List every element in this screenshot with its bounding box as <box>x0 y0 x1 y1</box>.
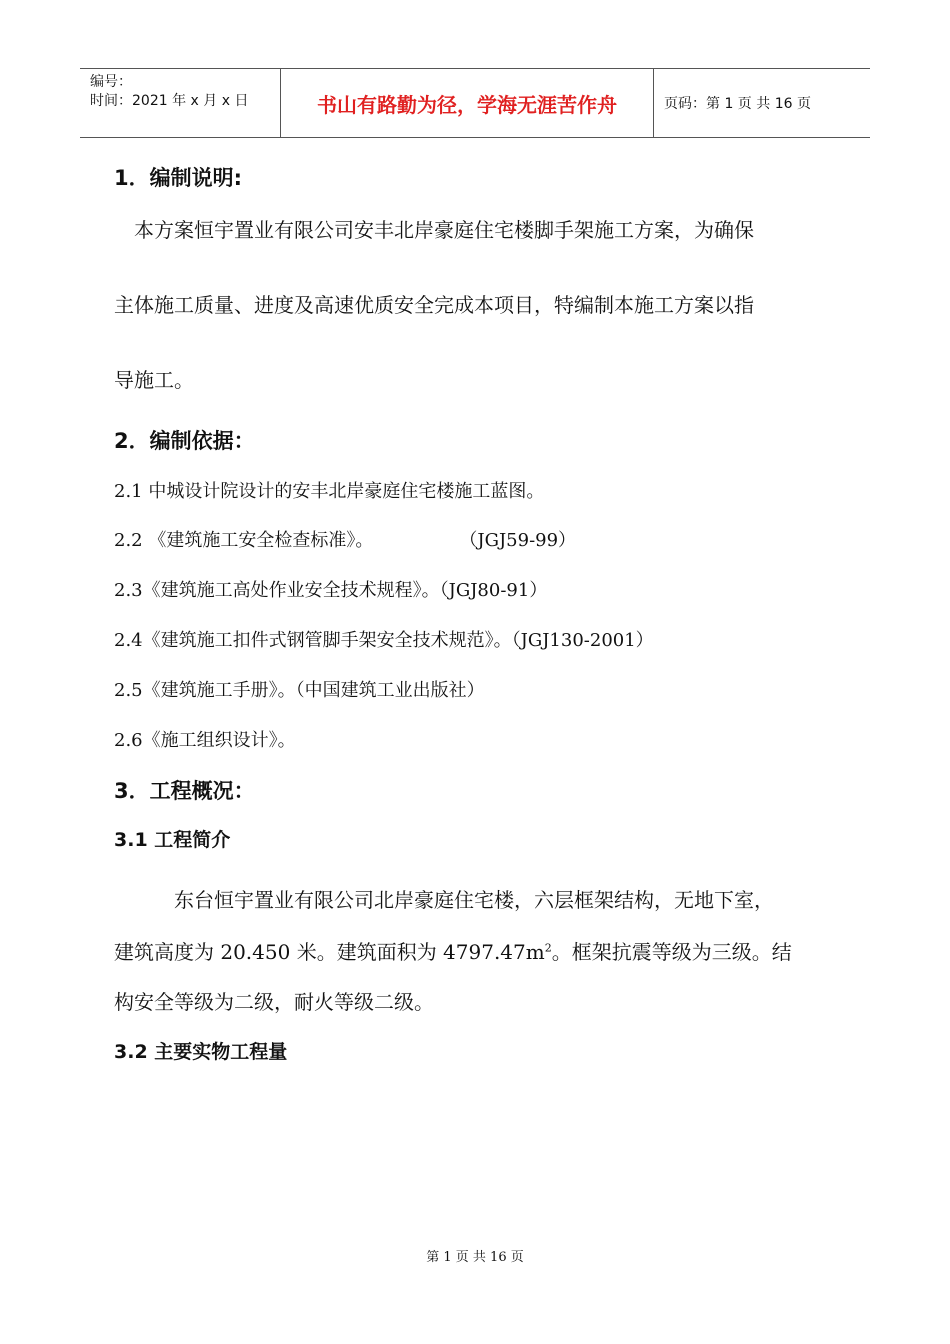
ref-item-2-5: 2.5《建筑施工手册》。（中国建筑工业出版社） <box>114 680 485 701</box>
section-2-title: 2．编制依据： <box>114 429 255 453</box>
s1-line-3: 导施工。 <box>114 368 194 392</box>
header-table <box>80 68 870 138</box>
ref-item-2-2-title: 2.2 《建筑施工安全检查标准》。 <box>114 530 374 551</box>
s1-line-2: 主体施工质量、进度及高速优质安全完成本项目，特编制本施工方案以指 <box>114 293 754 317</box>
s31-line-2-rest: 。框架抗震等级为三级。结 <box>551 940 792 964</box>
ref-item-2-6: 2.6《施工组织设计》。 <box>114 730 296 751</box>
s31-line-3: 构安全等级为二级，耐火等级二级。 <box>114 990 434 1014</box>
header-page-info: 页码：第 1 页 共 16 页 <box>664 96 811 112</box>
section-1-title: 1．编制说明: <box>114 166 243 190</box>
section-3-2-title: 3.2 主要实物工程量 <box>114 1041 288 1063</box>
section-3-1-title: 3.1 工程简介 <box>114 829 231 851</box>
doc-time-label: 时间：2021 年 x 月 x 日 <box>90 93 249 109</box>
ref-item-2-4: 2.4《建筑施工扣件式钢管脚手架安全技术规范》。（JGJ130-2001） <box>114 630 654 651</box>
page-footer: 第 1 页 共 16 页 <box>426 1250 524 1265</box>
header-meta <box>80 69 281 137</box>
header-motto: 书山有路勤为径，学海无涯苦作舟 <box>281 69 654 137</box>
s31-line-2 <box>114 936 792 965</box>
s1-line-1: 本方案恒宇置业有限公司安丰北岸豪庭住宅楼脚手架施工方案，为确保 <box>134 218 754 242</box>
ref-item-2-3: 2.3《建筑施工高处作业安全技术规程》。（JGJ80-91） <box>114 580 548 601</box>
doc-number-label: 编号： <box>90 74 132 90</box>
s31-line-1: 东台恒宇置业有限公司北岸豪庭住宅楼，六层框架结构，无地下室， <box>174 888 774 912</box>
ref-item-2-2 <box>114 526 576 552</box>
section-3-title: 3．工程概况： <box>114 779 255 803</box>
area-unit-superscript: 2 <box>544 941 552 955</box>
s31-line-2-text: 建筑高度为 20.450 米。建筑面积为 4797.47m <box>114 940 545 964</box>
ref-item-2-2-code: （JGJ59-99） <box>459 530 577 551</box>
ref-item-2-1: 2.1 中城设计院设计的安丰北岸豪庭住宅楼施工蓝图。 <box>114 481 545 502</box>
